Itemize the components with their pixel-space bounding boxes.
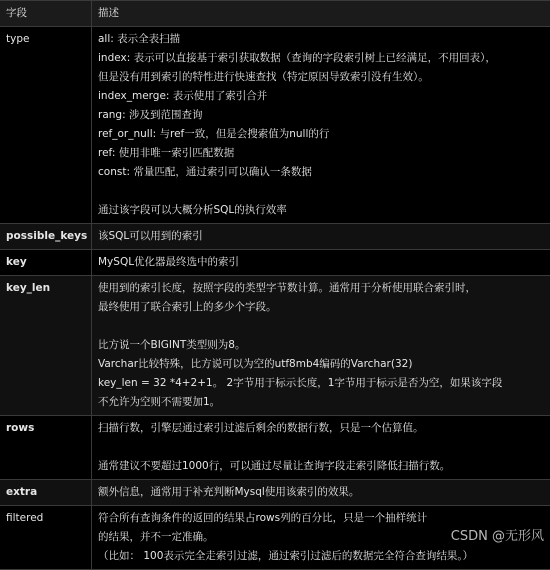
description-line: 扫描行数，引擎层通过索引过滤后剩余的数据行数，只是一个估算值。 [98, 422, 424, 434]
description-line: MySQL优化器最终选中的索引 [98, 256, 240, 268]
description-line: all: 表示全表扫描 [98, 33, 181, 45]
table-row-extra [0, 480, 550, 506]
description-line: index: 表示可以直接基于索引获取数据（查询的字段索引树上已经满足，不用回表）， [98, 52, 496, 64]
description-line: 额外信息，通常用于补充判断Mysql使用该索引的效果。 [98, 486, 360, 498]
description-line: 通常建议不要超过1000行，可以通过尽量让查询字段走索引降低扫描行数。 [98, 460, 451, 472]
description-blank-line [98, 182, 542, 201]
description-cell [92, 224, 550, 249]
field-cell: extra [0, 480, 92, 505]
field-cell: key [0, 250, 92, 275]
csdn-watermark: CSDN @无形风 [450, 529, 544, 544]
table-row-key [0, 250, 550, 276]
table-header-row [0, 1, 550, 27]
field-cell: possible_keys [0, 224, 92, 249]
description-line: rang: 涉及到范围查询 [98, 109, 203, 121]
description-line: 符合所有查询条件的返回的结果占rows列的百分比，只是一个抽样统计 [98, 512, 428, 524]
description-line: ref: 使用非唯一索引匹配数据 [98, 147, 235, 159]
description-blank-line [98, 438, 542, 457]
description-line: 使用到的索引长度，按照字段的类型字节数计算。通常用于分析使用联合索引时， [98, 282, 476, 294]
description-line: 通过该字段可以大概分析SQL的执行效率 [98, 204, 287, 216]
field-cell: filtered [0, 506, 92, 569]
description-cell [92, 276, 550, 415]
description-cell [92, 27, 550, 223]
header-description-cell: 描述 [98, 7, 119, 19]
header-field-cell: 字段 [0, 1, 92, 26]
description-line: ref_or_null: 与ref一致，但是会搜索值为null的行 [98, 128, 330, 140]
description-line: 的结果，并不一定准确。 [98, 531, 214, 543]
description-line: 该SQL可以用到的索引 [98, 230, 203, 242]
description-line: 不允许为空则不需要加1。 [98, 396, 221, 408]
description-line: const: 常量匹配，通过索引可以确认一条数据 [98, 166, 312, 178]
table-row-key-len [0, 276, 550, 416]
description-line: 比方说一个BIGINT类型则为8。 [98, 339, 246, 351]
description-cell [92, 480, 550, 505]
field-cell: type [0, 27, 92, 223]
description-line: key_len = 32 *4+2+1。 2字节用于标示长度，1字节用于标示是否为空，如果该字段 [98, 377, 503, 389]
table-row-rows [0, 416, 550, 480]
description-blank-line [98, 317, 542, 336]
description-cell [92, 416, 550, 479]
field-cell: key_len [0, 276, 92, 415]
table-row-type [0, 27, 550, 224]
field-cell: rows [0, 416, 92, 479]
description-cell [92, 250, 550, 275]
description-line: （比如： 100表示完全走索引过滤，通过索引过滤后的数据完全符合查询结果。） [98, 550, 474, 562]
table-row-possible-keys [0, 224, 550, 250]
description-line: Varchar比较特殊，比方说可以为空的utf8mb4编码的Varchar(32) [98, 358, 413, 370]
description-line: 但是没有用到索引的特性进行快速查找（特定原因导致索引没有生效）。 [98, 71, 429, 83]
description-line: 最终使用了联合索引上的多少个字段。 [98, 301, 277, 313]
description-line: index_merge: 表示使用了索引合并 [98, 90, 268, 102]
